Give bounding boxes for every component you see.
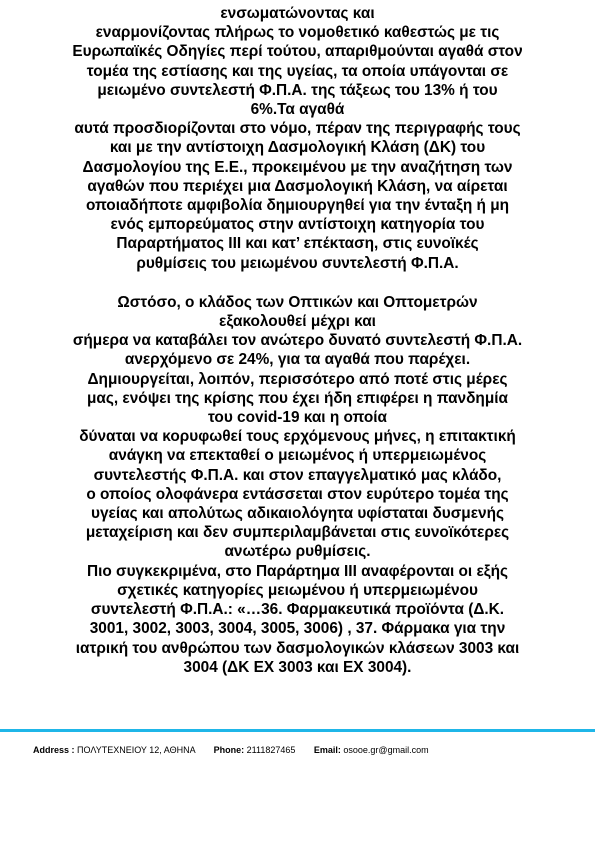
body-line: 6%.Τα αγαθά [250, 101, 345, 119]
footer-divider [0, 729, 595, 732]
body-line: δύναται να κορυφωθεί τους ερχόμενους μήνες, η επιτακτική [79, 428, 516, 446]
body-line: ανάγκη να επεκταθεί ο μειωμένος ή υπερμειωμένος [108, 447, 487, 465]
body-line: του covid-19 και η οποία [207, 409, 388, 427]
body-line: ιατρική του ανθρώπου των δασμολογικών κλάσεων 3003 και [75, 639, 520, 657]
body-line: σήμερα να καταβάλει τον ανώτερο δυνατό συντελεστή Φ.Π.Α. [72, 332, 523, 350]
footer-address [33, 745, 198, 755]
body-line: αγαθών που περιέχει μια Δασμολογική Κλάση, να αίρεται [87, 177, 508, 195]
letter-body [14, 4, 581, 677]
body-line: ανερχόμενο σε 24%, για τα αγαθά που παρέχει. [124, 351, 471, 369]
footer-email [314, 745, 429, 755]
body-line: Παραρτήματος ΙΙΙ και κατ’ επέκταση, στις ευνοϊκές [116, 235, 479, 253]
body-line: μεταχείριση και δεν συμπεριλαμβάνεται στις ευνοϊκότερες [85, 524, 510, 542]
body-line: 3004 (ΔΚ ΕΧ 3003 και ΕΧ 3004). [183, 658, 412, 676]
paragraph-2 [14, 293, 581, 677]
body-line: συντελεστή Φ.Π.Α.: «…36. Φαρμακευτικά προϊόντα (Δ.Κ. [90, 601, 505, 619]
body-line: Ευρωπαϊκές Οδηγίες περί τούτου, απαριθμούνται αγαθά στον [72, 43, 523, 61]
paragraph-gap [14, 273, 581, 293]
body-line: εναρμονίζοντας πλήρως το νομοθετικό καθεστώς με τις [95, 24, 500, 42]
phone-label: Phone: [213, 745, 245, 755]
body-line: εξακολουθεί μέχρι και [219, 313, 376, 331]
footer-phone [214, 745, 298, 755]
body-line: ενσωματώνοντας και [220, 5, 375, 22]
body-line: μειωμένο συντελεστή Φ.Π.Α. της τάξεως του 13% ή του [97, 81, 498, 99]
body-line: Ωστόσο, ο κλάδος των Οπτικών και Οπτομετρών [117, 293, 478, 311]
address-label: Address : [33, 745, 75, 755]
body-line: οποιαδήποτε αμφιβολία δημιουργηθεί για την ένταξη ή μη [85, 197, 510, 215]
body-line: μας, ενόψει της κρίσης που έχει ήδη επιφέρει η πανδημία [87, 389, 508, 407]
body-line: ενός εμπορεύματος στην αντίστοιχη κατηγορία του [110, 216, 485, 234]
body-line: Δημιουργείται, λοιπόν, περισσότερο από ποτέ στις μέρες [87, 370, 508, 388]
body-line: αυτά προσδιορίζονται στο νόμο, πέραν της περιγραφής τους [74, 120, 521, 138]
email-value: osooe.gr@gmail.com [343, 745, 429, 755]
body-line: 3001, 3002, 3003, 3004, 3005, 3006) , 37. Φάρμακα για την [89, 620, 506, 638]
phone-value: 2111827465 [246, 745, 296, 755]
body-line: υγείας και απολύτως αδικαιολόγητα υφίσταται δυσμενής [91, 505, 504, 523]
body-line: Πιο συγκεκριμένα, στο Παράρτημα ΙΙΙ αναφέρονται οι εξής [86, 562, 509, 580]
body-line: και με την αντίστοιχη Δασμολογική Κλάση (ΔΚ) του [109, 139, 486, 157]
body-line: ο οποίος ολοφάνερα εντάσσεται στον ευρύτερο τομέα της [86, 485, 509, 503]
paragraph-1 [14, 4, 581, 273]
email-label: Email: [313, 745, 341, 755]
body-line: ρυθμίσεις του μειωμένου συντελεστή Φ.Π.Α. [136, 254, 459, 272]
body-line: συντελεστής Φ.Π.Α. και στον επαγγελματικό μας κλάδο, [93, 466, 502, 484]
address-value: ΠΟΛΥΤΕΧΝΕΙΟΥ 12, ΑΘΗΝΑ [77, 745, 196, 755]
body-line: τομέα της εστίασης και της υγείας, τα οποία υπάγονται σε [86, 62, 509, 80]
body-line: ανωτέρω ρυθμίσεις. [224, 543, 371, 561]
footer [33, 744, 445, 756]
body-line: Δασμολογίου της Ε.Ε., προκειμένου με την αναζήτηση των [82, 158, 513, 176]
body-line: σχετικές κατηγορίες μειωμένου ή υπερμειωμένου [117, 581, 478, 599]
